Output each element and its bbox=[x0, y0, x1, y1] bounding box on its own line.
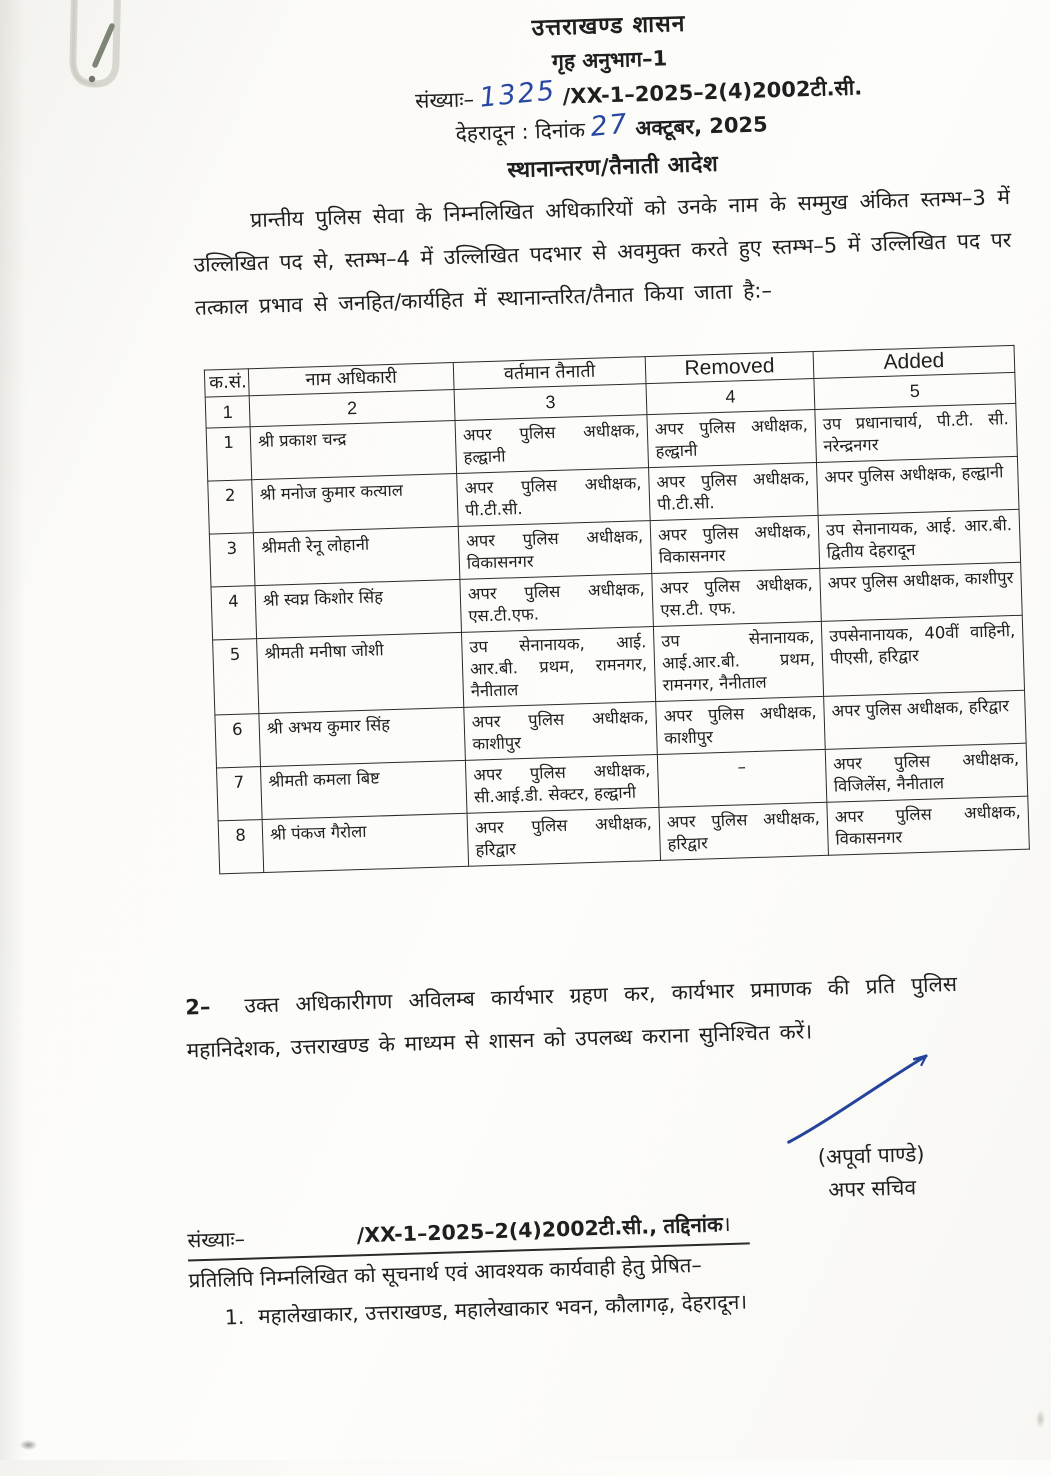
date-handwritten: 27 bbox=[589, 108, 631, 143]
cell-officer-name: श्रीमती रेनू लोहानी bbox=[253, 526, 460, 585]
header-added: Added bbox=[813, 345, 1015, 378]
cell-current-posting: उप सेनानायक, आई. आर.बी. प्रथम, रामनगर, नैनीताल bbox=[461, 627, 655, 708]
paragraph-text: उक्त अधिकारीगण अविलम्ब कार्यभार ग्रहण कर, कार्यभार प्रमाणक की प्रति पुलिस महानिदेशक, उत्तराखण्ड के माध्यम से शासन को उपलब्ध कराना सुनिश्चित करें। bbox=[186, 971, 958, 1063]
order-title: स्थानान्तरण/तैनाती आदेश bbox=[507, 151, 719, 184]
cell-current-posting: अपर पुलिस अधीक्षक, काशीपुर bbox=[464, 701, 658, 760]
footer-number-reference: /XX-1–2025–2(4)2002टी.सी., bbox=[356, 1214, 658, 1248]
signature-block bbox=[776, 1137, 968, 1209]
cell-sno: 3 bbox=[209, 533, 255, 587]
header-current-posting: वर्तमान तैनाती bbox=[453, 357, 646, 390]
cell-removed: – bbox=[657, 749, 827, 807]
copy-forward-line: प्रतिलिपि निम्नलिखित को सूचनार्थ एवं आवश्यक कार्यवाही हेतु प्रेषित– bbox=[188, 1252, 703, 1293]
cell-added: अपर पुलिस अधीक्षक, हल्द्वानी bbox=[816, 456, 1019, 515]
cell-added: अपर पुलिस अधीक्षक, विजिलेंस, नैनीताल bbox=[825, 743, 1028, 802]
scan-smudge bbox=[20, 1440, 37, 1450]
cell-current-posting: अपर पुलिस अधीक्षक, एस.टी.एफ. bbox=[460, 574, 654, 633]
cell-removed: अपर पुलिस अधीक्षक, विकासनगर bbox=[650, 515, 820, 573]
cell-officer-name: श्री मनोज कुमार कत्याल bbox=[252, 473, 459, 532]
cell-added: उप सेनानायक, आई. आर.बी. द्वितीय देहरादून bbox=[818, 509, 1021, 568]
doc-number-reference: /XX-1–2025–2(4)2002टी.सी. bbox=[562, 75, 863, 109]
signatory-name: (अपूर्वा पाण्डे) bbox=[817, 1142, 925, 1170]
cell-removed: अपर पुलिस अधीक्षक, पी.टी.सी. bbox=[649, 462, 819, 520]
header-removed: Removed bbox=[645, 352, 814, 384]
col-number-5: 5 bbox=[814, 372, 1016, 409]
signatory-designation: अपर सचिव bbox=[827, 1175, 917, 1202]
place-date-label: देहरादून : दिनांक bbox=[455, 117, 586, 146]
cell-removed: अपर पुलिस अधीक्षक, हरिद्वार bbox=[659, 802, 829, 860]
month-year: अक्टूबर, 2025 bbox=[634, 112, 769, 141]
cell-officer-name: श्री प्रकाश चन्द्र bbox=[250, 420, 457, 479]
col-number-4: 4 bbox=[646, 379, 815, 415]
footer-danda: । bbox=[722, 1211, 731, 1237]
col-number-2: 2 bbox=[249, 390, 455, 427]
footer-number-blank bbox=[245, 1242, 357, 1245]
cell-current-posting: अपर पुलिस अधीक्षक, हल्द्वानी bbox=[455, 415, 649, 474]
signature-stroke-icon bbox=[778, 1047, 946, 1147]
cell-added: अपर पुलिस अधीक्षक, हरिद्वार bbox=[824, 690, 1027, 749]
cell-officer-name: श्रीमती कमला बिष्ट bbox=[260, 760, 467, 819]
copy-item-number: 1. bbox=[224, 1304, 245, 1330]
cell-sno: 7 bbox=[217, 767, 263, 821]
cell-current-posting: अपर पुलिस अधीक्षक, पी.टी.सी. bbox=[457, 468, 651, 527]
transfer-table bbox=[204, 345, 1030, 875]
copy-item-text: महालेखाकार, उत्तराखण्ड, महालेखाकार भवन, कौलागढ़, देहरादून। bbox=[257, 1289, 748, 1329]
cell-officer-name: श्री पंकज गैरोला bbox=[262, 813, 469, 872]
cell-sno: 6 bbox=[215, 714, 261, 768]
cell-added: उपसेनानायक, 40वीं वाहिनी, पीएसी, हरिद्वार bbox=[821, 615, 1024, 696]
cell-added: उप प्रधानाचार्य, पी.टी. सी. नरेन्द्रनगर bbox=[815, 403, 1018, 462]
header-sno: क.सं. bbox=[204, 369, 249, 397]
cell-removed: अपर पुलिस अधीक्षक, काशीपुर bbox=[656, 696, 826, 754]
cell-current-posting: अपर पुलिस अधीक्षक, सी.आई.डी. सेक्टर, हल्द्वानी bbox=[465, 754, 659, 813]
col-number-3: 3 bbox=[454, 384, 647, 421]
cell-removed: अपर पुलिस अधीक्षक, एस.टी. एफ. bbox=[652, 568, 822, 626]
header-officer-name: नाम अधिकारी bbox=[248, 363, 454, 396]
government-name: उत्तराखण्ड शासन bbox=[531, 10, 686, 42]
doc-number-label: संख्याः– bbox=[414, 87, 475, 114]
cell-sno: 4 bbox=[211, 586, 257, 640]
cell-added: अपर पुलिस अधीक्षक, विकासनगर bbox=[827, 796, 1030, 855]
cell-sno: 1 bbox=[206, 427, 252, 481]
scan-smudge bbox=[1036, 1410, 1045, 1428]
cell-current-posting: अपर पुलिस अधीक्षक, हरिद्वार bbox=[467, 807, 661, 866]
footer-number-label: संख्याः– bbox=[187, 1226, 246, 1253]
cell-officer-name: श्रीमती मनीषा जोशी bbox=[257, 632, 464, 713]
intro-paragraph: प्रान्तीय पुलिस सेवा के निम्नलिखित अधिकारियों को उनके नाम के सम्मुख अंकित स्तम्भ–3 में उल्लिखित पद से, स्तम्भ–4 में उल्लिखित पदभार से अवमुक्त करते हुए स्तम्भ–5 में उल्लिखित पद पर तत्काल प्रभाव से जनहित/कार्यहित में स्थानान्तरित/तैनात किया जाता है:– bbox=[193, 184, 1012, 320]
letterhead bbox=[193, 0, 1027, 158]
footer-same-date: तद्दिनांक bbox=[663, 1212, 724, 1238]
cell-officer-name: श्री स्वप्न किशोर सिंह bbox=[255, 579, 462, 638]
cell-sno: 8 bbox=[218, 820, 264, 874]
cell-current-posting: अपर पुलिस अधीक्षक, विकासनगर bbox=[458, 521, 652, 580]
col-number-1: 1 bbox=[205, 396, 250, 428]
department-section: गृह अनुभाग–1 bbox=[551, 46, 668, 74]
doc-number-handwritten: 1325 bbox=[478, 75, 558, 114]
cell-sno: 5 bbox=[213, 639, 259, 715]
cell-removed: अपर पुलिस अधीक्षक, हल्द्वानी bbox=[647, 409, 817, 467]
cell-removed: उप सेनानायक, आई.आर.बी. प्रथम, रामनगर, नैनीताल bbox=[653, 621, 823, 701]
cell-sno: 2 bbox=[208, 480, 254, 534]
cell-officer-name: श्री अभय कुमार सिंह bbox=[259, 707, 466, 766]
cell-added: अपर पुलिस अधीक्षक, काशीपुर bbox=[820, 562, 1023, 621]
paragraph-number: 2– bbox=[184, 994, 211, 1020]
